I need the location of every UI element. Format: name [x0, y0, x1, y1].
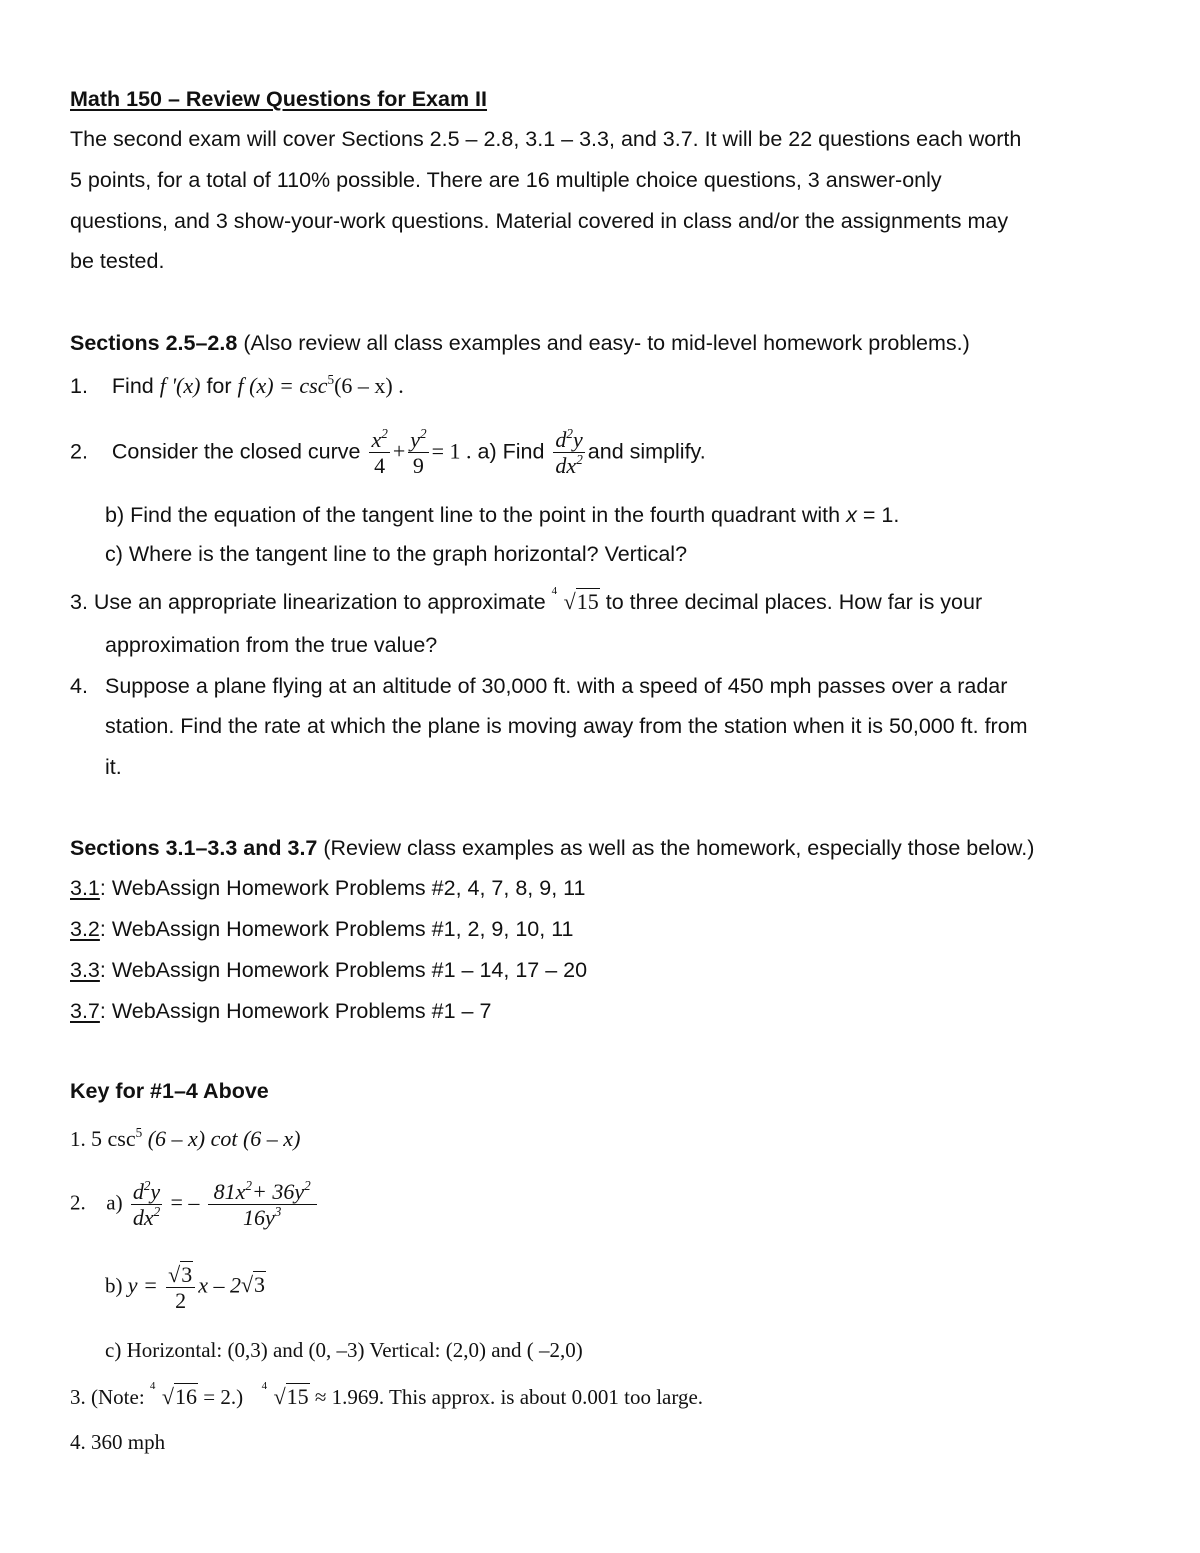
fourth-root-16: 4 √16 [149, 1380, 197, 1409]
part-b-text: = 1. [862, 503, 900, 527]
homework-text: : WebAssign Homework Problems #2, 4, 7, 8, 9, 11 [99, 876, 586, 900]
math-denominator: 2 [175, 1288, 187, 1314]
homework-text: : WebAssign Homework Problems #1 – 14, 17 – 20 [99, 958, 588, 982]
section-heading-2-5 [70, 333, 970, 355]
homework-text: : WebAssign Homework Problems #1, 2, 9, 10, 11 [99, 917, 574, 941]
question-text: 3. Use an appropriate linearization to approximate [70, 590, 546, 614]
math-exponent: 2 [420, 425, 427, 441]
intro-line: 5 points, for a total of 110% possible. There are 16 multiple choice questions, 3 answer-only [70, 168, 942, 192]
question-text: Consider the closed curve [111, 439, 361, 464]
fraction-y2-over-9 [408, 425, 428, 479]
question-text: Find [111, 374, 154, 398]
homework-item [70, 878, 585, 900]
math-exponent: 2 [153, 1203, 161, 1219]
question-2c: c) Where is the tangent line to the graph horizontal? Vertical? [105, 542, 688, 566]
math-rest: x – 2 [198, 1272, 241, 1298]
math-denominator: 4 [374, 453, 386, 479]
answer-2c: c) Horizontal: (0,3) and (0, –3) Vertical: (2,0) and ( –2,0) [105, 1338, 583, 1362]
question-text: and simplify. [587, 439, 706, 464]
math-term: + 36y [251, 1179, 305, 1204]
math-plus: + [392, 438, 406, 464]
section-ref: 3.7 [70, 999, 100, 1023]
math-coef: 5 csc [91, 1126, 136, 1151]
section-ref: 3.2 [70, 917, 100, 941]
root-value: 15 [576, 589, 599, 614]
math-exponent: 3 [274, 1203, 282, 1219]
fraction-answer [208, 1177, 317, 1231]
answer-text: 3. (Note: [70, 1385, 145, 1409]
question-2 [70, 425, 706, 479]
math-fprime: f '(x) [159, 373, 201, 398]
math-function [238, 373, 404, 398]
answer-2b [105, 1263, 266, 1312]
answer-text: = 2.) [203, 1385, 244, 1409]
homework-text: : WebAssign Homework Problems #1 – 7 [99, 999, 492, 1023]
math-rhs: (6 – x) . [334, 373, 404, 398]
math-exponent: 2 [576, 451, 583, 467]
fraction-x2-over-4 [369, 425, 389, 479]
math-rest: (6 – x) cot (6 – x) [147, 1126, 301, 1151]
math-exponent: 2 [245, 1177, 252, 1193]
intro-line: be tested. [70, 249, 165, 273]
intro-line: questions, and 3 show-your-work questions. Material covered in class and/or the assignments may [70, 209, 1009, 233]
question-text: to three decimal places. How far is your [605, 590, 983, 614]
math-exponent: 2 [304, 1177, 311, 1193]
question-number: 1. [70, 374, 88, 398]
math-equals: = 1 . [431, 438, 472, 464]
question-3 [70, 585, 983, 614]
fraction-d2y-dx2 [131, 1177, 162, 1231]
answer-1 [70, 1124, 301, 1151]
sqrt-3: √3 [240, 1272, 266, 1298]
question-number: 4. [70, 674, 88, 698]
math-exponent: 2 [143, 1177, 151, 1193]
question-1 [70, 371, 404, 398]
math-var: x [846, 503, 857, 527]
part-a-label: a) Find [477, 439, 545, 464]
root-value: 16 [174, 1384, 197, 1409]
question-4-line: it. [105, 755, 122, 779]
math-term: 16y [242, 1205, 275, 1231]
root-value: 15 [286, 1384, 309, 1409]
answer-number: 1. [70, 1127, 86, 1151]
question-number: 2. [70, 439, 88, 464]
section-title: Sections 2.5–2.8 [70, 331, 238, 355]
math-exponent: 5 [327, 371, 335, 387]
root-value: 3 [254, 1272, 266, 1298]
section-ref: 3.1 [70, 876, 100, 900]
root-index: 4 [149, 1380, 156, 1392]
fourth-root-15: 4 √15 [551, 585, 599, 614]
fraction-d2y-dx2 [553, 425, 584, 479]
root-value: 3 [181, 1262, 193, 1287]
part-label: b) [105, 1273, 123, 1298]
math-exponent: 2 [381, 425, 388, 441]
question-text: for [206, 374, 232, 398]
part-label: a) [106, 1190, 123, 1215]
math-var: y [410, 427, 421, 452]
page-title: Math 150 – Review Questions for Exam II [70, 87, 488, 111]
answer-text: ≈ 1.969. This approx. is about 0.001 too large. [314, 1385, 704, 1409]
math-var: y [150, 1179, 161, 1204]
key-heading: Key for #1–4 Above [70, 1079, 269, 1103]
question-2b [105, 505, 899, 527]
math-var: y [573, 427, 583, 452]
math-dx: dx [555, 453, 577, 479]
math-exponent: 2 [566, 425, 574, 441]
math-equals: = – [170, 1189, 200, 1215]
section-note: (Also review all class examples and easy- to mid-level homework problems.) [243, 331, 970, 355]
math-term: 81x [213, 1179, 246, 1204]
root-index: 4 [551, 585, 558, 597]
question-4 [70, 676, 88, 698]
fraction-sqrt3-over-2: $\frac{√3}{2}$ [166, 1263, 195, 1312]
question-4-line: Suppose a plane flying at an altitude of 30,000 ft. with a speed of 450 mph passes over a radar [105, 674, 1008, 698]
root-index: 4 [261, 1380, 268, 1392]
answer-2a [70, 1177, 320, 1231]
answer-3 [70, 1380, 704, 1409]
section-heading-3-1 [70, 838, 1034, 860]
math-denominator: 9 [412, 453, 424, 479]
homework-item [70, 960, 587, 982]
answer-4: 4. 360 mph [70, 1430, 166, 1454]
math-dx: dx [132, 1205, 154, 1231]
math-lhs: y = [127, 1272, 158, 1298]
homework-item [70, 1001, 491, 1023]
math-d: d [132, 1179, 144, 1204]
answer-number: 2. [70, 1190, 86, 1215]
homework-item [70, 919, 574, 941]
math-var: x [371, 427, 382, 452]
fourth-root-15: 4 √15 [261, 1380, 309, 1409]
math-exponent: 5 [135, 1124, 143, 1140]
question-3-line2: approximation from the true value? [105, 633, 438, 657]
part-b-text: b) Find the equation of the tangent line to the point in the fourth quadrant with [105, 503, 841, 527]
math-lhs: f (x) = csc [237, 373, 328, 398]
section-ref: 3.3 [70, 958, 100, 982]
section-note: (Review class examples as well as the homework, especially those below.) [323, 836, 1035, 860]
math-d: d [555, 427, 567, 452]
intro-line: The second exam will cover Sections 2.5 – 2.8, 3.1 – 3.3, and 3.7. It will be 22 questions each worth [70, 127, 1022, 151]
question-4-line: station. Find the rate at which the plane is moving away from the station when it is 50,000 ft. from [105, 714, 1028, 738]
section-title: Sections 3.1–3.3 and 3.7 [70, 836, 318, 860]
